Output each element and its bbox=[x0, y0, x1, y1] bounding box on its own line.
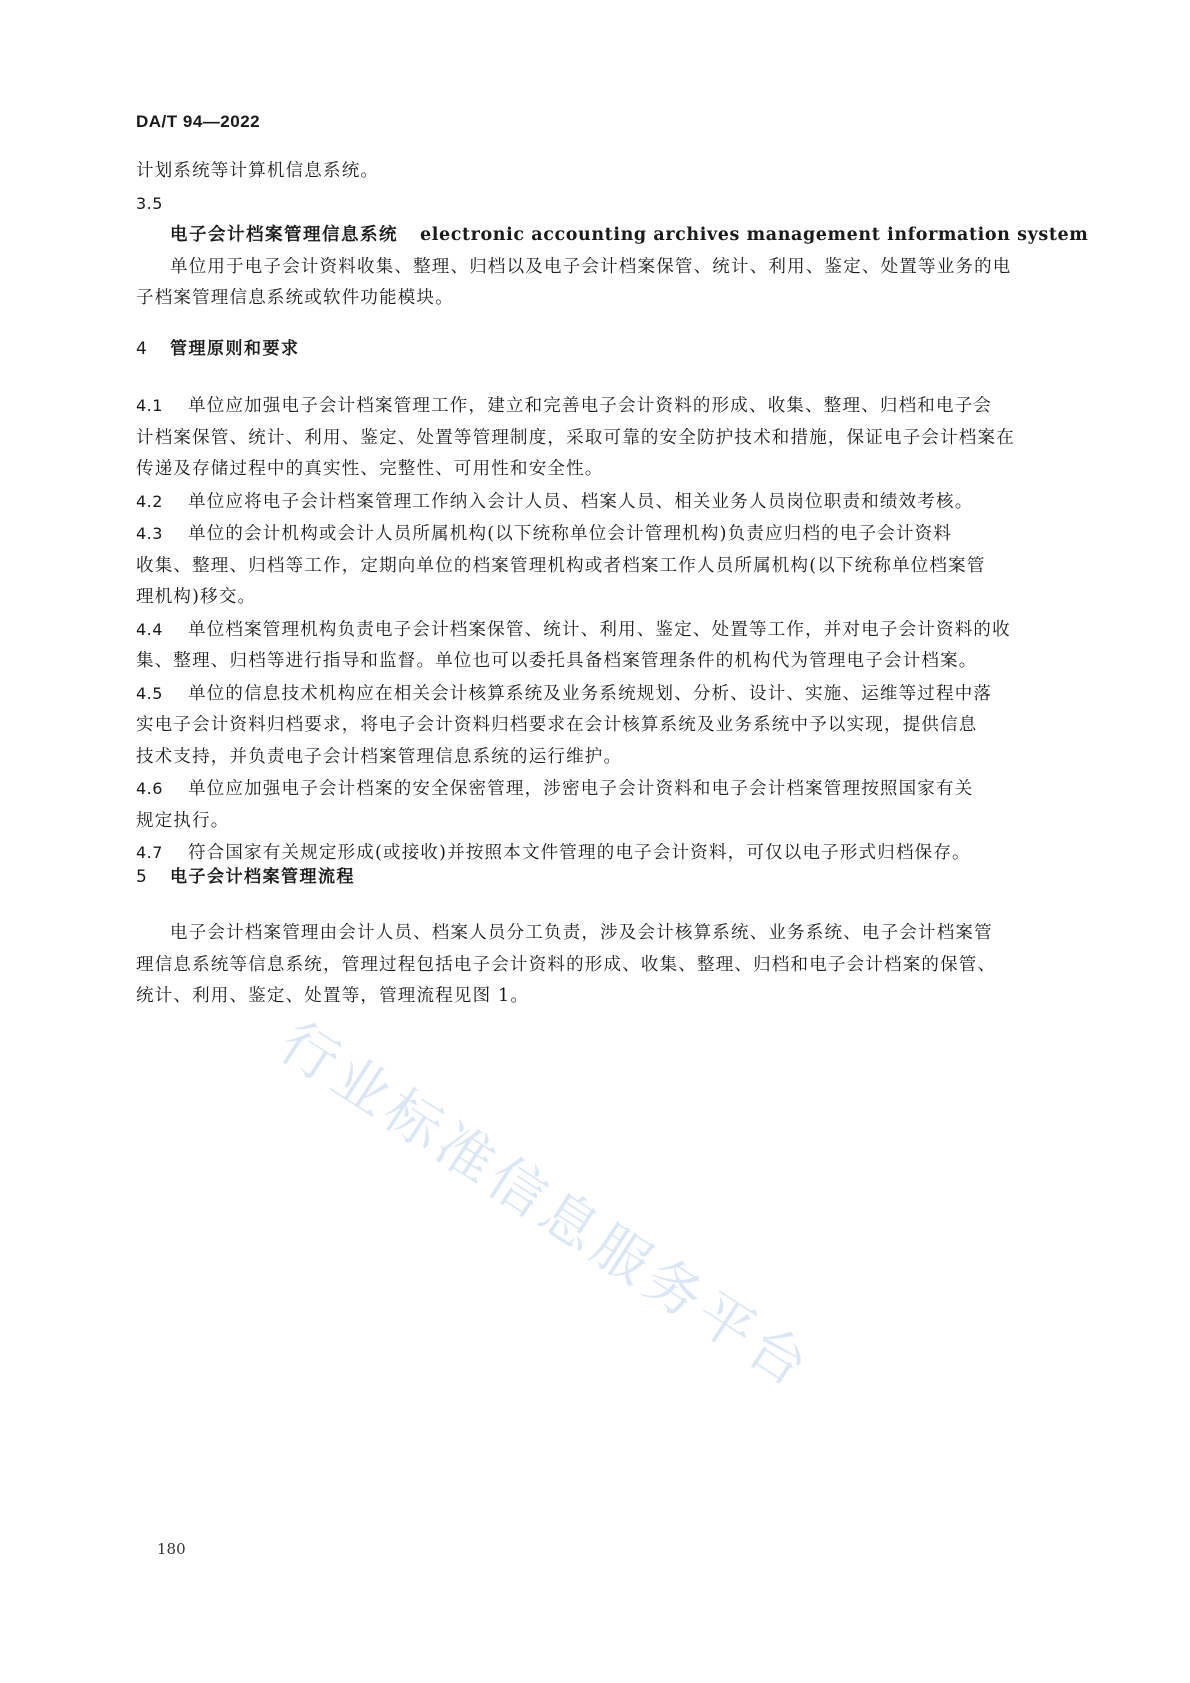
section-5-number: 5 bbox=[136, 867, 149, 887]
clause-number: 4.5 bbox=[136, 683, 163, 703]
section-5-heading bbox=[136, 862, 355, 887]
page-number: 180 bbox=[157, 1540, 186, 1558]
term-chinese: 电子会计档案管理信息系统 bbox=[170, 225, 398, 245]
term-entry bbox=[136, 220, 1089, 252]
term-definition-line-1: 单位用于电子会计资料收集、整理、归档以及电子会计档案保管、统计、利用、鉴定、处置等业务的电 bbox=[170, 256, 1012, 277]
clause-number-3-5: 3.5 bbox=[136, 193, 163, 213]
clause-number: 4.6 bbox=[136, 779, 163, 798]
watermark: 行业标准信息服务平台 bbox=[268, 1010, 824, 1403]
clause-number: 4.7 bbox=[136, 843, 163, 862]
section-5-body: 电子会计档案管理由会计人员、档案人员分工负责，涉及会计核算系统、业务系统、电子会计档案管 理信息系统等信息系统，管理过程包括电子会计资料的形成、收集、整理、归档和电子会计档案的保管、 统计、利用、鉴定、处置等，管理流程见图 1。 bbox=[136, 923, 997, 1006]
section-3-continuation bbox=[136, 156, 1089, 315]
continued-line: 计划系统等计算机信息系统。 bbox=[136, 161, 380, 181]
standard-code: DA/T 94—2022 bbox=[136, 112, 261, 131]
section-4-heading bbox=[136, 334, 300, 359]
section-4-clauses: 4.1 单位应加强电子会计档案管理工作，建立和完善电子会计资料的形成、收集、整理、归档和电子会 计档案保管、统计、利用、鉴定、处置等管理制度，采取可靠的安全防护技术和措施，保证电子会计档案在 传递及存储过程中的真实性、完整性、可用性和安全性。 4.2 单位应将电子会计档案管理工作纳入会计人员、档案人员、相关业务人员岗位职责和绩效考核。 4.3 单位的会计机构或会计人员所属机构(以下统称单位会计管理机构)负责应归档的电子会计资料 收集、整理、归档等工作，定期向单位的档案管理机构或者档案工作人员所属机构(以下统称单位档案管 理机构)移交。 4.4 单位档案管理机构负责电子会计档案保管、统计、利用、鉴定、处置等工作，并对电子会计资料的收 集、整理、归档等进行指导和监督。单位也可以委托具备档案管理条件的机构代为管理电子会计档案。 4.5 单位的信息技术机构应在相关会计核算系统及业务系统规划、分析、设计、实施、运维等过程中落 实电子会计资料归档要求，将电子会计资料归档要求在会计核算系统及业务系统中予以实现，提供信息 技术支持，并负责电子会计档案管理信息系统的运行维护。 4.6 单位应加强电子会计档案的安全保密管理，涉密电子会计资料和电子会计档案管理按照国家有关 规定执行。 4.7 符合国家有关规定形成(或接收)并按照本文件管理的电子会计资料，可仅以电子形式归档保存。 bbox=[136, 390, 1056, 870]
clause-number: 4.1 bbox=[136, 396, 163, 415]
clause-number: 4.2 bbox=[136, 491, 163, 511]
section-4-title: 管理原则和要求 bbox=[170, 339, 300, 359]
term-definition-line-2: 子档案管理信息系统或软件功能模块。 bbox=[136, 288, 454, 308]
section-4-number: 4 bbox=[136, 339, 149, 359]
term-english: electronic accounting archives management information system bbox=[420, 225, 1089, 245]
clause-number: 4.4 bbox=[136, 619, 163, 639]
section-5-title: 电子会计档案管理流程 bbox=[170, 867, 355, 887]
clause-number: 4.3 bbox=[136, 524, 163, 543]
